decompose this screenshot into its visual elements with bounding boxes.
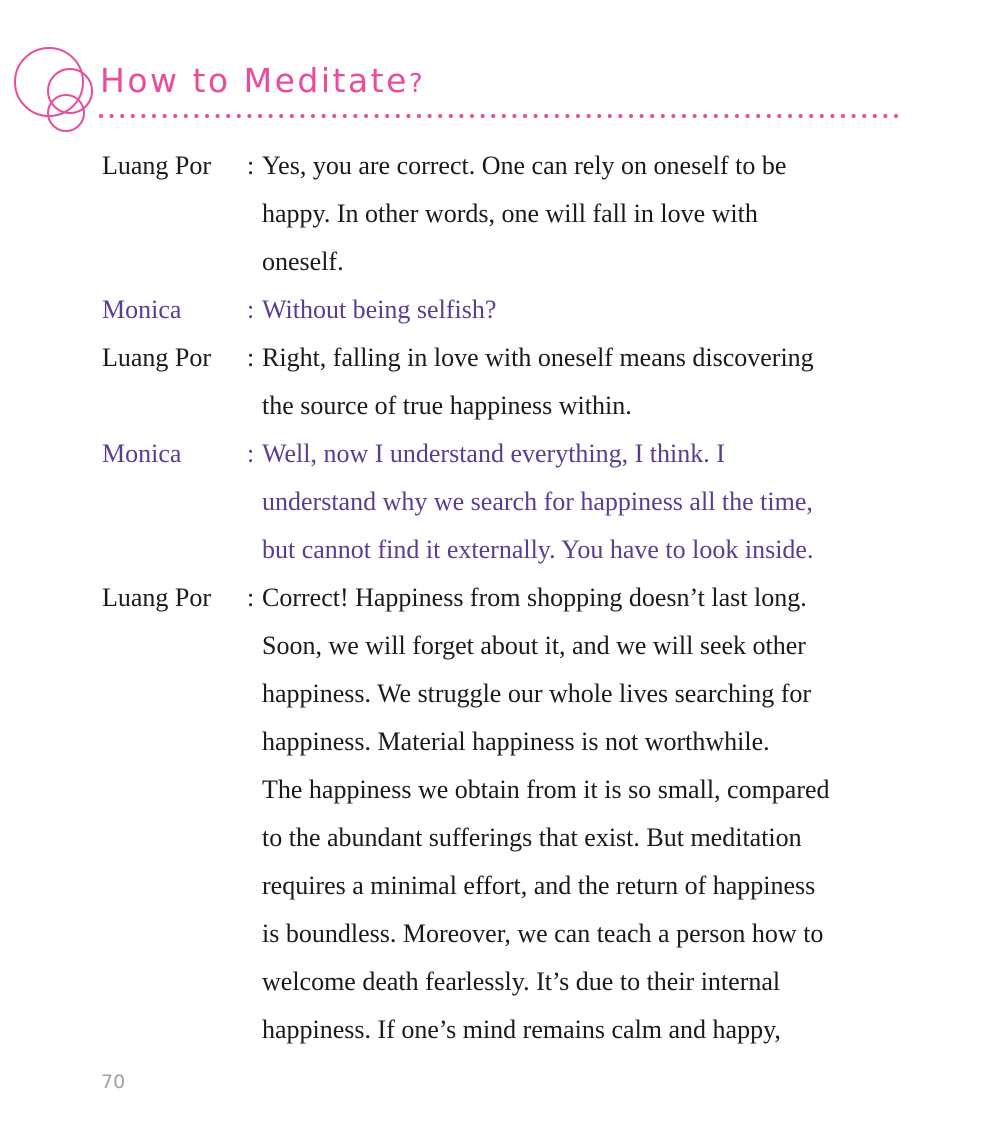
- divider-dot: [438, 114, 442, 118]
- divider-dot: [565, 114, 569, 118]
- divider-dot: [173, 114, 177, 118]
- divider-dot: [290, 114, 294, 118]
- page-number: 70: [101, 1071, 126, 1093]
- speech-line: Well, now I understand everything, I think. I: [262, 439, 725, 468]
- divider-dot: [385, 114, 389, 118]
- speech-line: Without being selfish?: [262, 295, 497, 324]
- divider-dot: [746, 114, 750, 118]
- divider-dot: [131, 114, 135, 118]
- divider-dot: [777, 114, 781, 118]
- divider-dot: [820, 114, 824, 118]
- speaker-name: Luang Por: [102, 151, 212, 180]
- divider-dot: [512, 114, 516, 118]
- speech-line: to the abundant sufferings that exist. But meditation: [262, 823, 802, 852]
- speech-line: is boundless. Moreover, we can teach a person how to: [262, 919, 824, 948]
- divider-dot: [809, 114, 813, 118]
- speaker-name: Luang Por: [102, 583, 212, 612]
- divider-dot: [300, 114, 304, 118]
- divider-dot: [449, 114, 453, 118]
- divider-dot: [608, 114, 612, 118]
- divider-dot: [724, 114, 728, 118]
- divider-dot: [576, 114, 580, 118]
- speech-line: understand why we search for happiness all the time,: [262, 487, 813, 516]
- divider-dot: [332, 114, 336, 118]
- divider-dot: [353, 114, 357, 118]
- divider-dot: [841, 114, 845, 118]
- speaker-separator: :: [247, 151, 255, 180]
- divider-dot: [226, 114, 230, 118]
- divider-dot: [417, 114, 421, 118]
- divider-dot: [799, 114, 803, 118]
- divider-dot: [470, 114, 474, 118]
- divider-dot: [205, 114, 209, 118]
- dialogue: [102, 142, 902, 1054]
- speaker-name: Monica: [102, 295, 182, 324]
- divider-dot: [618, 114, 622, 118]
- divider-dot: [237, 114, 241, 118]
- page-title: [100, 61, 423, 100]
- divider-dot: [894, 114, 898, 118]
- divider-dot: [714, 114, 718, 118]
- speech-line: Right, falling in love with oneself means discovering: [262, 343, 814, 372]
- divider-dot: [862, 114, 866, 118]
- speech-text: [262, 574, 902, 1054]
- divider-dot: [216, 114, 220, 118]
- divider-dot: [703, 114, 707, 118]
- divider-dot: [163, 114, 167, 118]
- speaker-separator: :: [247, 439, 255, 468]
- divider-dot: [735, 114, 739, 118]
- speech-line: Correct! Happiness from shopping doesn’t last long.: [262, 583, 807, 612]
- divider-dot: [756, 114, 760, 118]
- dialogue-turn: [102, 430, 902, 574]
- three-interlocking-circles-icon: [0, 0, 100, 140]
- divider-dot: [247, 114, 251, 118]
- divider-dot: [767, 114, 771, 118]
- divider-dot: [481, 114, 485, 118]
- divider-dot: [141, 114, 145, 118]
- page-title-text: How to Meditate: [100, 61, 409, 100]
- dialogue-turn: [102, 334, 902, 430]
- divider-dot: [194, 114, 198, 118]
- speech-line: oneself.: [262, 247, 344, 276]
- page-title-question-mark: ?: [408, 69, 423, 99]
- divider-dot: [110, 114, 114, 118]
- divider-dot: [406, 114, 410, 118]
- divider-dot: [830, 114, 834, 118]
- divider-dot: [852, 114, 856, 118]
- speech-line: happiness. Material happiness is not worthwhile.: [262, 727, 770, 756]
- divider-dot: [311, 114, 315, 118]
- divider-dot: [279, 114, 283, 118]
- divider-dot: [269, 114, 273, 118]
- divider-dot: [661, 114, 665, 118]
- speech-line: requires a minimal effort, and the return of happiness: [262, 871, 816, 900]
- speech-text: [262, 286, 902, 334]
- divider-dot: [396, 114, 400, 118]
- speech-line: happiness. If one’s mind remains calm and happy,: [262, 1015, 781, 1044]
- divider-dot: [343, 114, 347, 118]
- speaker-separator: :: [247, 295, 255, 324]
- speaker-name: Luang Por: [102, 343, 212, 372]
- divider-dot: [873, 114, 877, 118]
- divider-dot: [587, 114, 591, 118]
- dialogue-turn: [102, 286, 902, 334]
- dialogue-turn: [102, 574, 902, 1054]
- divider-dot: [682, 114, 686, 118]
- divider-dot: [184, 114, 188, 118]
- speech-line: Yes, you are correct. One can rely on oneself to be: [262, 151, 787, 180]
- divider-dot: [534, 114, 538, 118]
- speaker-separator: :: [247, 343, 255, 372]
- divider-dot: [693, 114, 697, 118]
- speech-text: [262, 334, 902, 430]
- divider-dot: [883, 114, 887, 118]
- divider-dot: [629, 114, 633, 118]
- divider-dot: [364, 114, 368, 118]
- speaker-name: Monica: [102, 439, 182, 468]
- medium-circle: [48, 69, 92, 113]
- divider-dot: [555, 114, 559, 118]
- dialogue-turn: [102, 142, 902, 286]
- divider-dot: [523, 114, 527, 118]
- divider-dot: [597, 114, 601, 118]
- speech-line: Soon, we will forget about it, and we will seek other: [262, 631, 806, 660]
- speech-line: happiness. We struggle our whole lives searching for: [262, 679, 812, 708]
- divider-dot: [99, 114, 103, 118]
- divider-dot: [788, 114, 792, 118]
- divider-dot: [459, 114, 463, 118]
- divider-dot: [375, 114, 379, 118]
- speech-line: the source of true happiness within.: [262, 391, 632, 420]
- divider-dot: [502, 114, 506, 118]
- speech-line: The happiness we obtain from it is so small, compared: [262, 775, 830, 804]
- speech-text: [262, 142, 902, 286]
- divider-dot: [671, 114, 675, 118]
- divider-dot: [491, 114, 495, 118]
- speech-line: happy. In other words, one will fall in love with: [262, 199, 758, 228]
- divider-dot: [544, 114, 548, 118]
- divider-dot: [120, 114, 124, 118]
- divider-dot: [152, 114, 156, 118]
- divider-dot: [650, 114, 654, 118]
- dotted-divider: [98, 112, 903, 120]
- divider-dot: [258, 114, 262, 118]
- divider-dot: [640, 114, 644, 118]
- divider-dot: [322, 114, 326, 118]
- speech-line: welcome death fearlessly. It’s due to their internal: [262, 967, 781, 996]
- divider-dot: [428, 114, 432, 118]
- speech-line: but cannot find it externally. You have to look inside.: [262, 535, 814, 564]
- speech-text: [262, 430, 902, 574]
- speaker-separator: :: [247, 583, 255, 612]
